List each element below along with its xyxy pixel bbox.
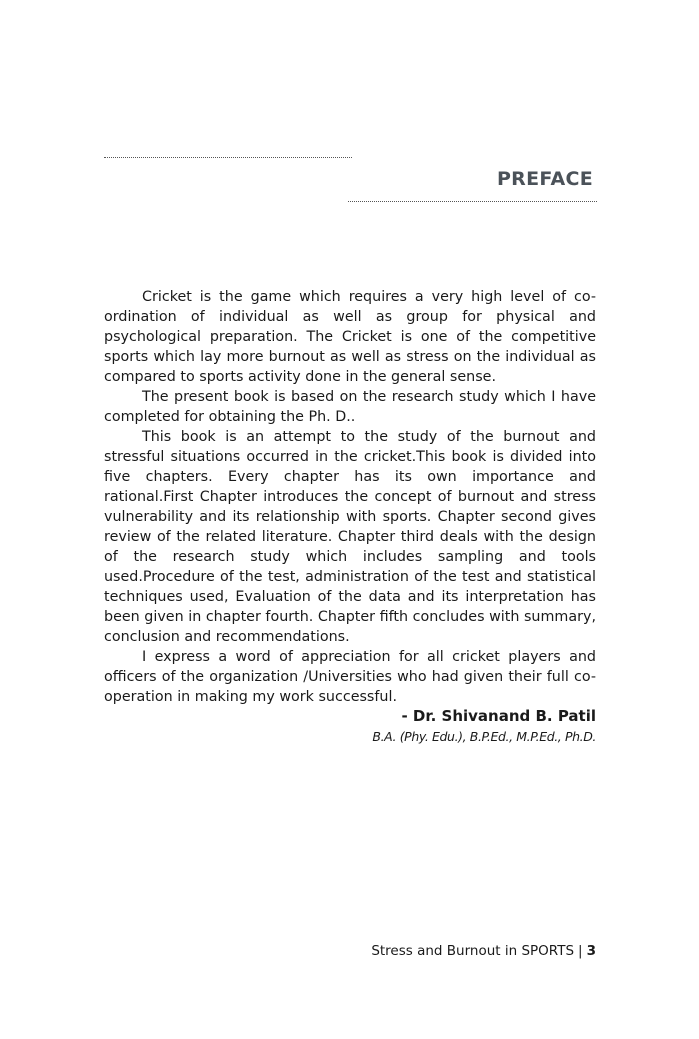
preface-body — [104, 287, 596, 707]
running-footer — [300, 943, 596, 959]
paragraph: I express a word of appreciation for all cricket players and officers of the organization /Universities who had given their full co-operation in making my work successful. — [104, 649, 596, 705]
footer-book-title: Stress and Burnout in SPORTS — [371, 943, 575, 959]
paragraph: The present book is based on the research study which I have completed for obtaining the Ph. D.. — [104, 389, 596, 425]
author-qualifications: B.A. (Phy. Edu.), B.P.Ed., M.P.Ed., Ph.D. — [372, 729, 596, 744]
footer-separator: | — [578, 943, 583, 959]
page-title: PREFACE — [496, 168, 593, 190]
dotted-rule-top — [104, 157, 352, 158]
page-number: 3 — [586, 943, 596, 959]
paragraph: This book is an attempt to the study of the burnout and stressful situations occurred in the cricket.This book is divided into five chapters. Every chapter has its own importance and rational.First Chapter introduces the concept of burnout and stress vulnerability and its relationship with sports. Chapter second gives review of the related literature. Chapter third deals with the design of the research study which includes sampling and tools used.Procedure of the test, administration of the test and statistical techniques used, Evaluation of the data and its interpretation has been given in chapter fourth. Chapter fifth concludes with summary, conclusion and recommendations. — [104, 429, 596, 645]
dotted-rule-bottom — [348, 201, 597, 202]
paragraph: Cricket is the game which requires a very high level of co-ordination of individual as well as group for physical and psychological preparation. The Cricket is one of the competitive sports which lay more burnout as well as stress on the individual as compared to sports activity done in the general sense. — [104, 289, 596, 385]
author-name: - Dr. Shivanand B. Patil — [401, 707, 596, 725]
